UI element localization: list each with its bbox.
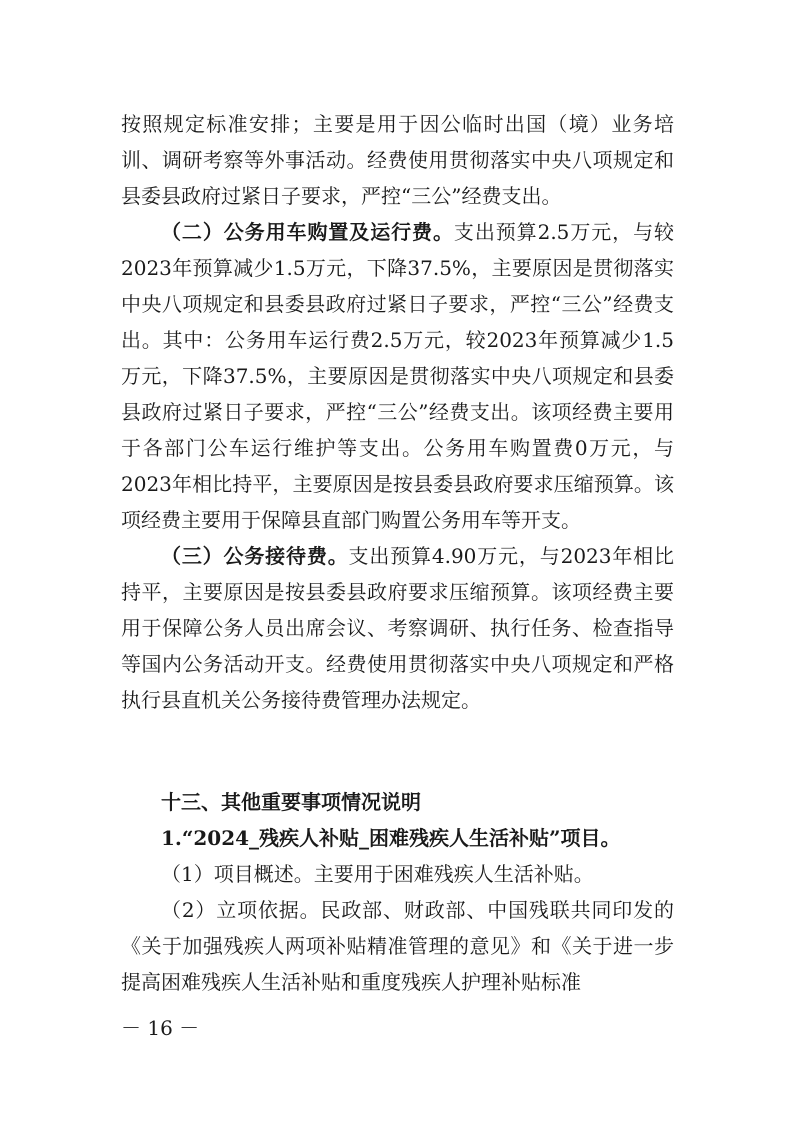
vehicle-text: 支出预算2.5万元，与较2023年预算减少1.5万元，下降37.5%，主要原因是贯彻落实中央八项规定和县委县政府过紧日子要求，严控“三公”经费支出。其中：公务用车运行费2.5万元，较2023年预算减少1.5万元，下降37.5%，主要原因是贯彻落实中央八项规定和县委县政府过紧日子要求，严控“三公”经费支出。该项经费主要用于各部门公车运行维护等支出。公务用车购置费0万元，与2023年相比持平，主要原因是按县委县政府要求压缩预算。该项经费主要用于保障县直部门购置公务用车等开支。 — [121, 220, 675, 532]
paragraph-official-vehicles — [121, 214, 674, 538]
paragraph-official-reception — [121, 538, 674, 718]
page-number: － 16 － — [121, 1016, 200, 1040]
project-heading: 1.“2024_残疾人补贴_困难残疾人生活补贴”项目。 — [161, 826, 621, 850]
body-section-1 — [121, 106, 674, 718]
vehicle-subheading: （二）公务用车购置及运行费。 — [161, 220, 454, 244]
section-heading: 十三、其他重要事项情况说明 — [161, 790, 421, 814]
item-project-overview: （1）项目概述。主要用于困难残疾人生活补贴。 — [161, 862, 594, 886]
reception-subheading: （三）公务接待费。 — [161, 544, 349, 568]
item-project-basis: （2）立项依据。民政部、财政部、中国残联共同印发的《关于加强残疾人两项补贴精准管理的意见》和《关于进一步提高困难残疾人生活补贴和重度残疾人护理补贴标准 — [121, 898, 674, 994]
body-section-2 — [121, 856, 674, 1000]
reception-text: 支出预算4.90万元，与2023年相比持平，主要原因是按县委县政府要求压缩预算。该项经费主要用于保障公务人员出席会议、考察调研、执行任务、检查指导等国内公务活动开支。经费使用贯彻落实中央八项规定和严格执行县直机关公务接待费管理办法规定。 — [121, 544, 674, 712]
paragraph-public-travel: 按照规定标准安排；主要是用于因公临时出国（境）业务培训、调研考察等外事活动。经费使用贯彻落实中央八项规定和县委县政府过紧日子要求，严控“三公”经费支出。 — [121, 112, 674, 208]
